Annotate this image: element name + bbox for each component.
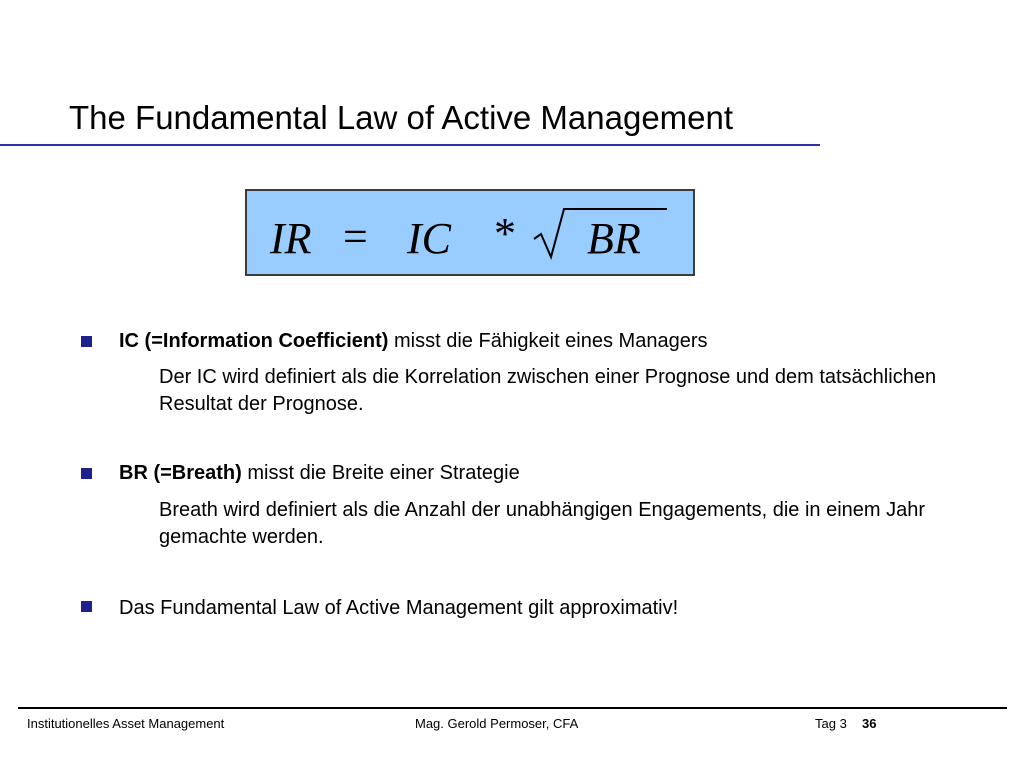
bullet-marker bbox=[81, 601, 92, 612]
bullet-br bbox=[119, 460, 520, 486]
footer-page-number: 36 bbox=[862, 716, 877, 731]
bullet-ic-text: misst die Fähigkeit eines Managers bbox=[388, 330, 708, 352]
footer-divider bbox=[18, 707, 1007, 709]
formula-radicand: BR bbox=[587, 214, 641, 263]
formula-multiply: * bbox=[494, 209, 516, 258]
footer-course: Institutionelles Asset Management bbox=[27, 716, 225, 731]
bullet-approximation: Das Fundamental Law of Active Management gilt approximativ! bbox=[119, 597, 679, 619]
bullet-ic-term: IC (=Information Coefficient) bbox=[119, 330, 389, 352]
bullet-br-detail: Breath wird definiert als die Anzahl der unabhängigen Engagements, die in einem Jahr gemachte werden. bbox=[159, 499, 926, 548]
formula-ic: IC bbox=[407, 214, 451, 263]
formula-lhs: IR bbox=[270, 214, 312, 263]
bullet-br-text: misst die Breite einer Strategie bbox=[241, 462, 520, 484]
bullet-marker bbox=[81, 468, 92, 479]
bullet-br-term: BR (=Breath) bbox=[119, 462, 242, 484]
footer-day: Tag 3 bbox=[815, 716, 847, 731]
footer-author: Mag. Gerold Permoser, CFA bbox=[415, 716, 579, 731]
bullet-marker bbox=[81, 336, 92, 347]
bullet-ic bbox=[119, 328, 708, 354]
slide-title: The Fundamental Law of Active Management bbox=[69, 99, 734, 136]
bullet-ic-detail: Der IC wird definiert als die Korrelation zwischen einer Prognose und dem tatsächlichen Resultat der Prognose. bbox=[159, 366, 937, 415]
formula-equals: = bbox=[343, 212, 368, 261]
